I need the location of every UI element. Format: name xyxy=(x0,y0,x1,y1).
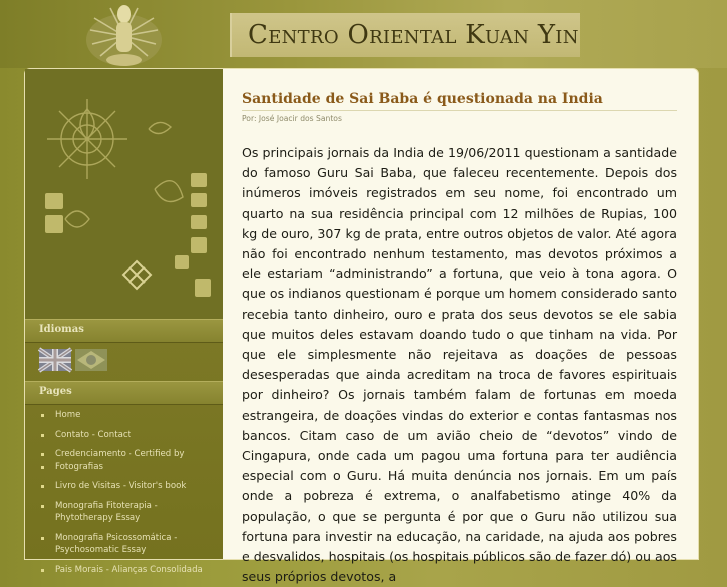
sidebar-item-visitors-book[interactable]: Livro de Visitas - Visitor's book xyxy=(25,480,223,493)
sidebar-item-phytotherapy-essay[interactable]: Monografia Fitoterapia - Phytotherapy Essay xyxy=(25,500,223,525)
kuan-yin-statue-icon xyxy=(80,0,168,68)
languages-heading: Idiomas xyxy=(25,319,223,343)
sidebar-item-contact[interactable]: Contato - Contact xyxy=(25,429,223,442)
sidebar xyxy=(25,69,223,575)
brazil-flag-icon[interactable] xyxy=(75,349,107,371)
page-frame xyxy=(24,68,699,585)
sidebar-item-photos[interactable]: Fotografias xyxy=(25,461,223,474)
site-header xyxy=(0,0,727,68)
pages-list xyxy=(25,409,223,583)
main-content xyxy=(242,91,677,587)
post-byline: Por: José Joacir dos Santos xyxy=(242,114,342,123)
pages-heading: Pages xyxy=(25,381,223,405)
sidebar-item-pais-morais[interactable]: Pais Morais - Alianças Consolidada xyxy=(25,564,223,577)
post-title[interactable]: Santidade de Sai Baba é questionada na India xyxy=(242,91,677,111)
post-body: Os principais jornais da India de 19/06/2011 questionam a santidade do famoso Guru Sai Baba, que faleceu recentemente. Depois dos inúmeros imóveis registrados em seu nome, foi encontrado um quarto na sua residência principal com 12 milhões de Rupias, 100 kg de ouro, 307 kg de prata, entre outros objetos de valor. Até agora não foi encontrado nenhum testamento, mas devotos próximos a ele estariam “administrando” a fortuna, que veio à tona agora. O que os indianos questionam é porque um homem considerado santo recebia tanto dinheiro, ouro e prata dos seus devotos se ele sabia que muitos deles estavam doando tudo o que tinham na vida. Por que ele simplesmente não rejeitava as doações de pessoas desesperadas que ainda acreditam na troca de favores espirituais por dinheiro? Os jornais também falam de fortunas em moeda estrangeira, de doações vindas do exterior e contas fantasmas nos bancos. Citam caso de um avião cheio de “devotos” vindo de Cingapura, onde cada um pagou uma fortuna para ter audiência especial com o Guru. Há muita denúncia nos jornais. Em um país onde a pobreza é extrema, o analfabetismo atinge 40% da população, o que se pergunta é por que o Guru não utilizou sua fortuna para investir na educação, na caridade, na ajuda aos pobres e desvalidos, hospitais (os hospitais públicos são de fazer dó) ou aos seus próprios devotos, a xyxy=(242,145,677,585)
sidebar-item-home[interactable]: Home xyxy=(25,409,223,422)
uk-flag-icon[interactable] xyxy=(39,349,71,371)
title-banner xyxy=(230,13,580,57)
sidebar-item-certified-by[interactable]: Credenciamento - Certified by xyxy=(25,448,223,461)
sidebar-item-psychosomatic-essay[interactable]: Monografia Psicossomática - Psychosomatic Essay xyxy=(25,532,223,557)
oriental-artwork-icon xyxy=(25,69,223,319)
site-title[interactable]: Centro Oriental Kuan Yin xyxy=(248,20,579,50)
